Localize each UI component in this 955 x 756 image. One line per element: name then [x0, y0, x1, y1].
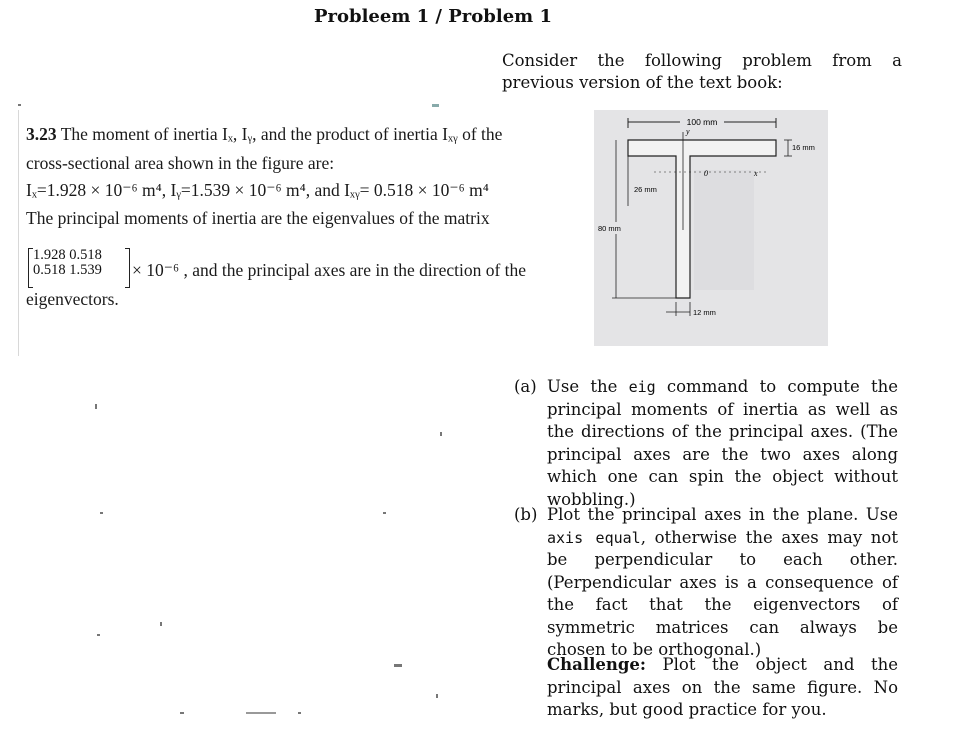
scan-speck	[180, 712, 184, 714]
book-line-6: eigenvectors.	[26, 289, 119, 309]
scan-speck	[298, 712, 301, 714]
challenge-label: Challenge:	[547, 655, 646, 674]
scan-speck	[95, 404, 97, 409]
right-dim-label: 16 mm	[792, 143, 815, 152]
inertia-matrix	[28, 248, 130, 288]
excerpt-edge	[18, 110, 19, 356]
t-section-diagram	[594, 110, 828, 346]
origin-label: 0	[704, 169, 708, 178]
bottom-dim-label: 12 mm	[693, 308, 716, 317]
x-axis-label: x	[754, 169, 758, 178]
scan-speck	[432, 104, 439, 107]
scan-ghost	[694, 170, 754, 290]
scan-speck	[100, 512, 103, 514]
challenge	[547, 654, 898, 722]
scan-speck	[394, 664, 402, 667]
book-line-3: Iₓ=1.928 × 10⁻⁶ m⁴, Iᵧ=1.539 × 10⁻⁶ m⁴, and Iₓᵧ= 0.518 × 10⁻⁶ m⁴	[26, 180, 489, 200]
height-dim-label: 80 mm	[598, 224, 621, 233]
part-a	[514, 376, 898, 511]
part-a-pre: Use the	[547, 377, 629, 396]
scan-speck	[436, 694, 438, 698]
intro-text: Consider the following problem from a previous version of the text book:	[502, 51, 902, 92]
matrix-row-1: 1.928 0.518	[33, 247, 102, 263]
page-title: Probleem 1 / Problem 1	[313, 6, 553, 27]
part-b-post: , otherwise the axes may not be perpendicular to each other. (Perpendicular axes is a consequence of the fact that the eigenvectors of symmetric matrices can always be chosen to be orthogonal.)	[547, 527, 898, 659]
matrix-row-2: 0.518 1.539	[33, 262, 102, 278]
book-excerpt	[18, 110, 578, 356]
book-line-1-text: The moment of inertia Iₓ, Iᵧ, and the product of inertia Iₓᵧ of the	[60, 124, 503, 144]
scan-speck	[440, 432, 442, 436]
scan-speck	[246, 712, 276, 714]
challenge-text: Plot the object and the principal axes on the same figure. No marks, but good practice for you.	[547, 655, 898, 719]
part-b-label: (b)	[514, 505, 538, 524]
part-b-pre: Plot the principal axes in the plane. Use	[547, 505, 898, 524]
scan-speck	[18, 104, 21, 106]
book-line-5: × 10⁻⁶ , and the principal axes are in the direction of the	[132, 260, 527, 280]
part-a-post: command to compute the principal moments of inertia as well as the directions of the principal axes. (The principal axes are the two axes along which one can spin the object without wobbling.)	[547, 377, 898, 509]
scan-speck	[383, 512, 386, 514]
problem-number: 3.23	[26, 124, 57, 144]
part-b-code: axis equal	[547, 528, 641, 547]
top-dim-label: 100 mm	[686, 117, 718, 127]
book-line-4: The principal moments of inertia are the eigenvalues of the matrix	[26, 208, 490, 228]
t-section-figure	[594, 110, 828, 346]
part-b	[514, 504, 898, 662]
book-line-1	[26, 124, 502, 145]
scan-speck	[160, 622, 162, 626]
scan-speck	[97, 634, 100, 636]
y-axis-label: y	[686, 127, 690, 136]
part-a-text	[547, 376, 898, 511]
part-b-text	[547, 504, 898, 662]
web-dim-label: 26 mm	[634, 185, 657, 194]
part-a-label: (a)	[514, 377, 537, 396]
book-line-2: cross-sectional area shown in the figure are:	[26, 153, 335, 173]
part-a-code: eig	[628, 378, 656, 396]
